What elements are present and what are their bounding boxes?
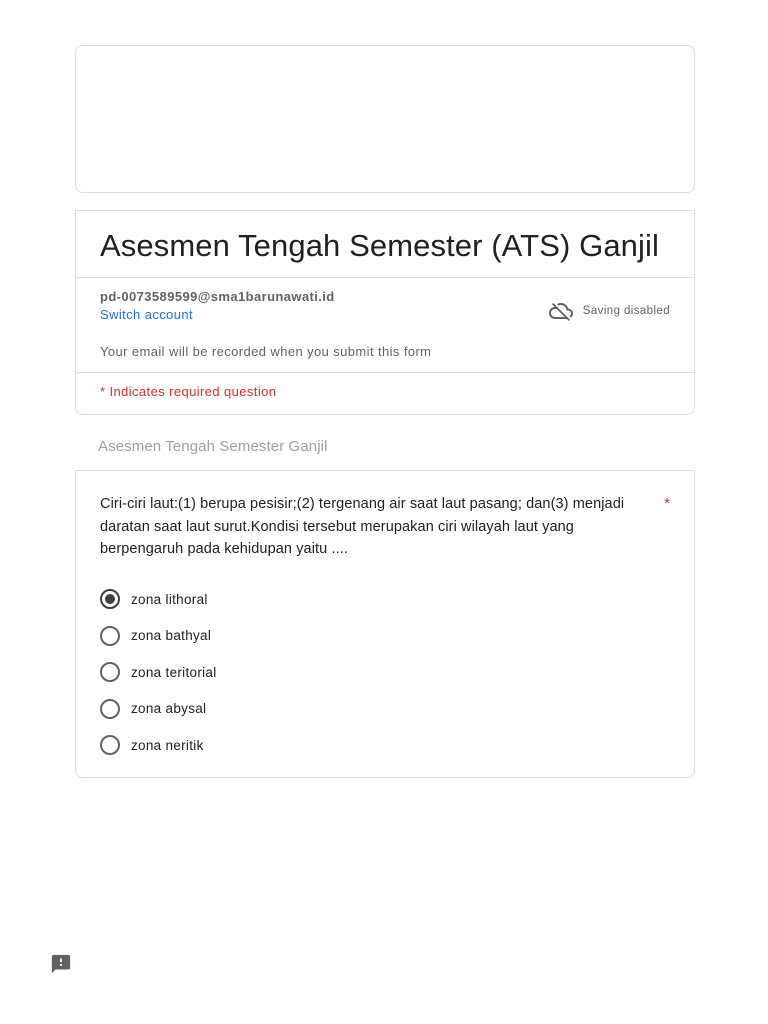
account-email: pd-0073589599@sma1barunawati.id <box>100 289 335 304</box>
radio-button[interactable] <box>100 735 120 755</box>
radio-option[interactable] <box>100 727 217 764</box>
radio-option-label: zona teritorial <box>131 664 217 680</box>
divider <box>76 372 694 373</box>
radio-option[interactable] <box>100 654 217 691</box>
divider <box>76 277 694 278</box>
feedback-icon[interactable] <box>50 953 72 975</box>
required-asterisk: * <box>664 495 670 512</box>
question-card <box>75 470 695 778</box>
radio-button[interactable] <box>100 699 120 719</box>
radio-button[interactable] <box>100 662 120 682</box>
radio-option-label: zona neritik <box>131 737 204 753</box>
form-title-card <box>75 210 695 415</box>
radio-option-label: zona abysal <box>131 701 207 717</box>
email-record-note: Your email will be recorded when you submit this form <box>100 344 432 359</box>
radio-option[interactable] <box>100 618 217 655</box>
section-title: Asesmen Tengah Semester Ganjil <box>98 438 328 455</box>
radio-option[interactable] <box>100 581 217 618</box>
radio-option-label: zona bathyal <box>131 628 212 644</box>
radio-button-checked[interactable] <box>100 589 120 609</box>
radio-dot <box>105 594 115 604</box>
form-header-image <box>75 45 695 193</box>
saving-status <box>549 299 670 323</box>
radio-option-label: zona lithoral <box>131 591 208 607</box>
form-title: Asesmen Tengah Semester (ATS) Ganjil <box>100 228 659 263</box>
switch-account-link[interactable]: Switch account <box>100 307 194 322</box>
radio-group <box>100 581 217 764</box>
saving-status-label: Saving disabled <box>582 305 670 317</box>
radio-button[interactable] <box>100 626 120 646</box>
cloud-off-icon <box>549 299 573 323</box>
required-question-note: * Indicates required question <box>100 384 277 399</box>
question-text: Ciri-ciri laut:(1) berupa pesisir;(2) tergenang air saat laut pasang; dan(3) menjadi daratan saat laut surut.Kondisi tersebut merupakan ciri wilayah laut yang berpengaruh pada kehidupan yaitu .... <box>100 496 625 557</box>
radio-option[interactable] <box>100 691 217 728</box>
